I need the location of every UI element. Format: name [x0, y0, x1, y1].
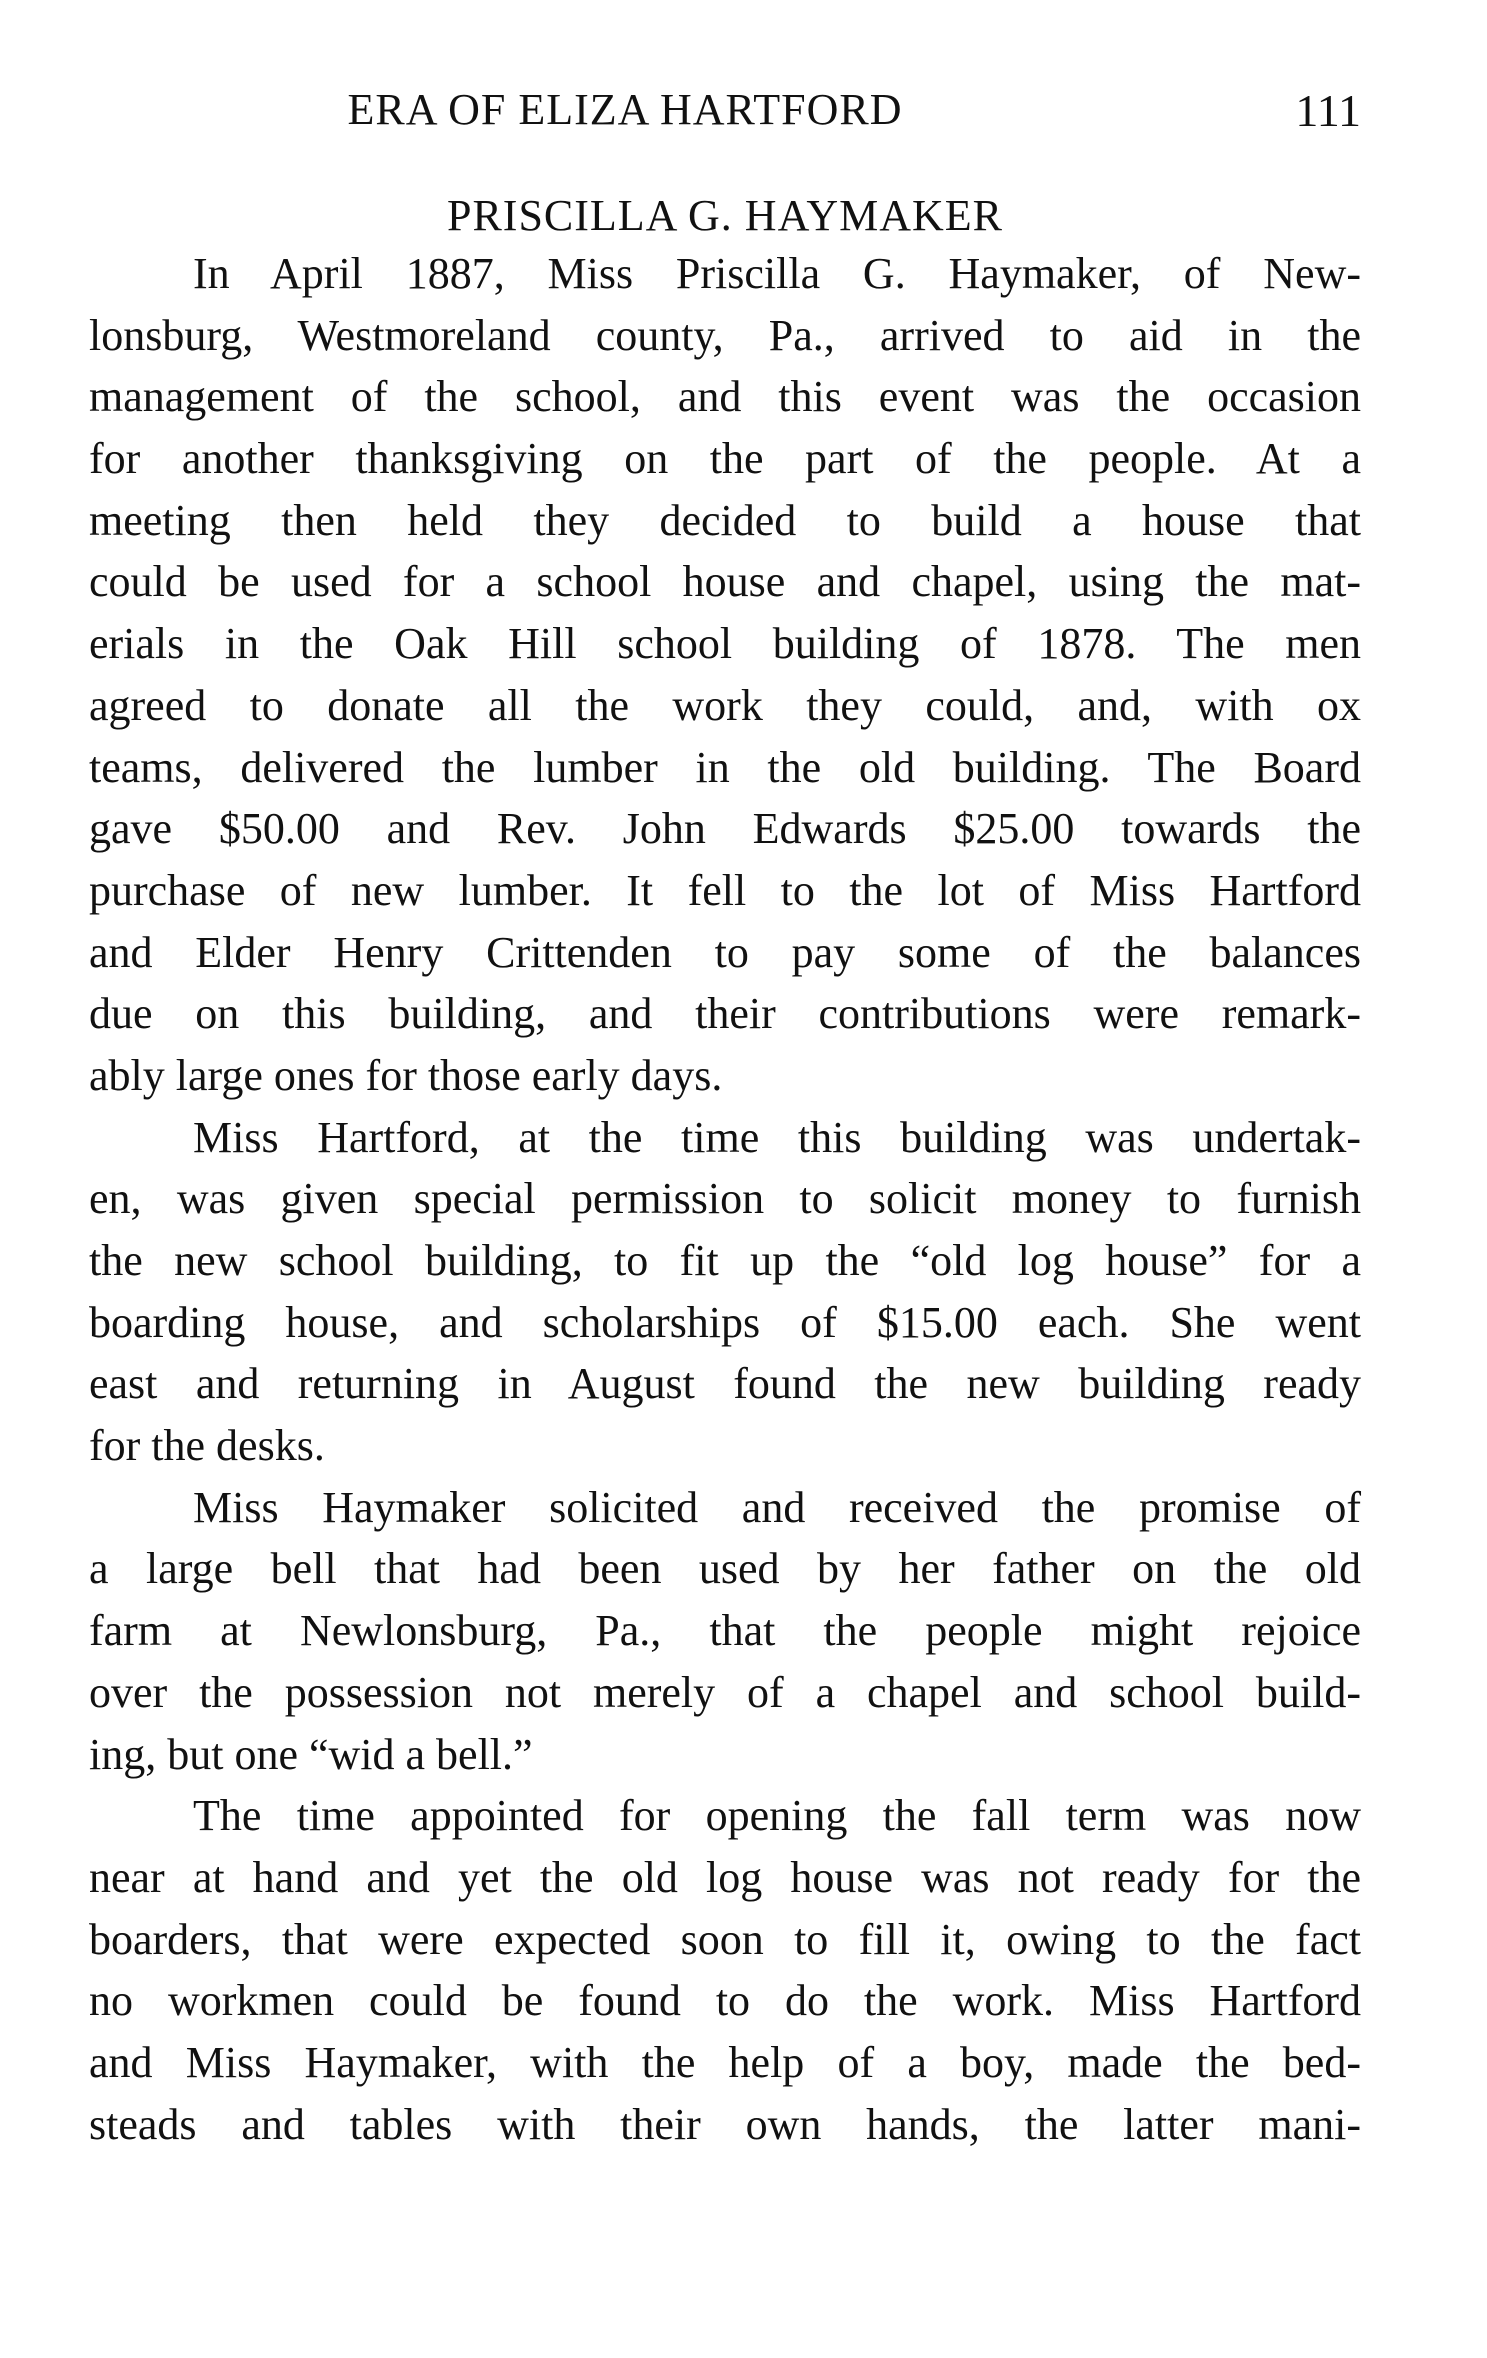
text-line: east and returning in August found the new building ready	[89, 1359, 1361, 1409]
text-line: boarding house, and scholarships of $15.00 each. She went	[89, 1297, 1361, 1347]
paragraph	[89, 1785, 1361, 2155]
text-line: ing, but one “wid a bell.”	[89, 1729, 533, 1779]
text-line: farm at Newlonsburg, Pa., that the people might rejoice	[89, 1606, 1361, 1656]
text-line: Miss Haymaker solicited and received the promise of	[193, 1482, 1361, 1532]
text-line: gave $50.00 and Rev. John Edwards $25.00 towards the	[89, 804, 1361, 854]
text-line: meeting then held they decided to build a house that	[89, 495, 1361, 545]
text-line: ably large ones for those early days.	[89, 1050, 723, 1100]
text-line: near at hand and yet the old log house was not ready for the	[89, 1852, 1361, 1902]
text-line: In April 1887, Miss Priscilla G. Haymaker, of New-	[193, 249, 1361, 298]
text-line: The time appointed for opening the fall term was now	[193, 1791, 1361, 1841]
page-number: 111	[1295, 85, 1361, 136]
text-line: boarders, that were expected soon to fill it, owing to the fact	[89, 1914, 1361, 1964]
text-line: erials in the Oak Hill school building of 1878. The men	[89, 619, 1361, 669]
running-head	[89, 84, 1361, 144]
text-line: for another thanksgiving on the part of the people. At a	[89, 434, 1361, 484]
text-line: and Miss Haymaker, with the help of a boy, made the bed-	[89, 2037, 1361, 2087]
text-line: management of the school, and this event was the occasion	[89, 372, 1361, 422]
text-line: teams, delivered the lumber in the old building. The Board	[89, 742, 1361, 792]
section-title: PRISCILLA G. HAYMAKER	[446, 191, 1003, 240]
text-line: and Elder Henry Crittenden to pay some of the balances	[89, 927, 1361, 977]
text-line: lonsburg, Westmoreland county, Pa., arrived to aid in the	[89, 310, 1361, 360]
paragraph	[89, 1107, 1361, 1477]
text-line: could be used for a school house and chapel, using the mat-	[89, 557, 1361, 607]
text-line: steads and tables with their own hands, the latter mani-	[89, 2099, 1361, 2149]
paragraph	[89, 1477, 1361, 1785]
text-line: for the desks.	[89, 1421, 325, 1471]
text-line: agreed to donate all the work they could, and, with ox	[89, 680, 1361, 730]
text-line: due on this building, and their contributions were remark-	[89, 989, 1361, 1039]
text-line: Miss Hartford, at the time this building was undertak-	[193, 1112, 1361, 1162]
running-title: ERA OF ELIZA HARTFORD	[347, 85, 903, 134]
text-line: over the possession not merely of a chapel and school build-	[89, 1667, 1361, 1717]
text-line: the new school building, to fit up the “old log house” for a	[89, 1236, 1361, 1285]
body-text	[89, 243, 1361, 2155]
text-line: a large bell that had been used by her father on the old	[89, 1544, 1361, 1594]
paragraph	[89, 243, 1361, 1107]
text-line: en, was given special permission to solicit money to furnish	[89, 1174, 1361, 1224]
text-line: no workmen could be found to do the work. Miss Hartford	[89, 1976, 1361, 2026]
text-line: purchase of new lumber. It fell to the lot of Miss Hartford	[89, 865, 1361, 915]
